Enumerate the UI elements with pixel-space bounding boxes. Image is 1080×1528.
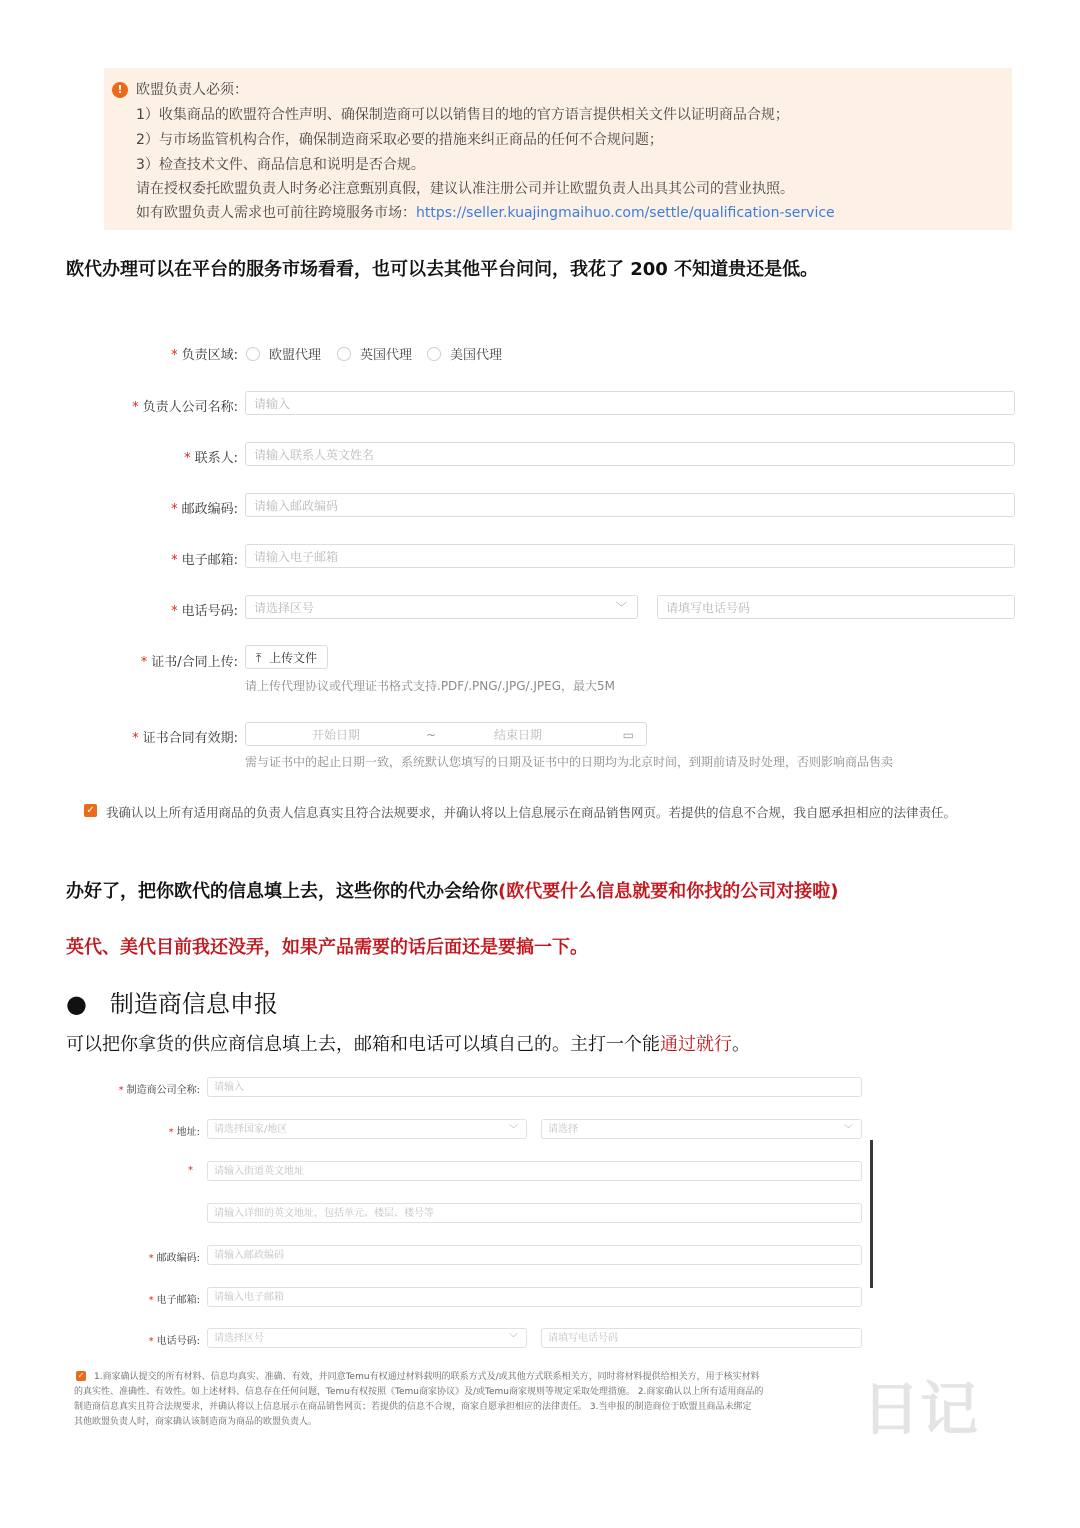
notice-line: 1）收集商品的欧盟符合性声明、确保制造商可以以销售目的地的官方语言提供相关文件以证明商品合规； (136, 107, 789, 123)
notice-link-prefix: 如有欧盟负责人需求也可前往跨境服务市场： (136, 205, 416, 221)
paragraph-fill-info: 办好了，把你欧代的信息填上去，这些你的代办会给你(欧代要什么信息就要和你找的公司对接啦) (66, 881, 839, 902)
mfr-note-line: 制造商信息真实且符合法规要求，并确认将以上信息展示在商品销售网页；若提供的信息不合规，商家自愿承担相应的法律责任。 3.当申报的制造商位于欧盟且商品未绑定 (74, 1402, 752, 1412)
calendar-icon: ▭ (622, 728, 634, 742)
mfr-street-required: * (188, 1165, 193, 1176)
start-date-placeholder[interactable]: 开始日期 (312, 728, 361, 742)
mfr-phone-label: * 电话号码: (148, 1336, 200, 1347)
email-input[interactable]: 请输入电子邮箱 (245, 544, 1015, 568)
mfr-postal-label: * 邮政编码: (148, 1253, 200, 1264)
paragraph-manufacturer-tip: 可以把你拿货的供应商信息填上去，邮箱和电话可以填自己的。主打一个能通过就行。 (66, 1034, 750, 1055)
mfr-note-line: 1.商家确认提交的所有材料、信息均真实、准确、有效，并同意Temu有权通过材料载明的联系方式及/或其他方式联系相关方，同时将材料提供给相关方，用于核实材料 (94, 1372, 760, 1382)
notice-line: 2）与市场监管机构合作，确保制造商采取必要的措施来纠正商品的任何不合规问题； (136, 132, 663, 148)
mfr-address-label: * 地址: (168, 1127, 200, 1138)
upload-icon: ⤒ (256, 651, 262, 665)
bullet-icon: ● (66, 990, 87, 1018)
chevron-down-icon: ﹀ (508, 1334, 518, 1344)
upload-hint: 请上传代理协议或代理证书格式支持.PDF/.PNG/.JPG/.JPEG，最大5M (245, 679, 615, 693)
mfr-detail-address-input[interactable]: 请输入详细的英文地址，包括单元、楼层、楼号等 (207, 1203, 862, 1223)
upload-label: * 证书/合同上传: (140, 655, 238, 670)
chevron-down-icon: ﹀ (616, 601, 627, 614)
date-range-picker[interactable] (245, 722, 647, 746)
radio-us-agent[interactable]: 美国代理 (427, 344, 502, 363)
chevron-down-icon: ﹀ (843, 1125, 853, 1135)
notice-line: 请在授权委托欧盟负责人时务必注意甄别真假，建议认准注册公司并让欧盟负责人出具其公司的营业执照。 (136, 181, 794, 197)
section-heading: ● 制造商信息申报 (66, 990, 278, 1018)
mfr-company-label: * 制造商公司全称: (118, 1085, 200, 1096)
paragraph-eu-agent-tip: 欧代办理可以在平台的服务市场看看，也可以去其他平台问问，我花了 200 不知道贵还是低。 (66, 259, 819, 280)
eu-notice-box (104, 68, 1012, 230)
notice-line: 欧盟负责人必须： (136, 82, 248, 98)
radio-circle[interactable] (246, 347, 260, 361)
radio-circle[interactable] (337, 347, 351, 361)
service-market-link[interactable]: https://seller.kuajingmaihuo.com/settle/qualification-service (416, 205, 835, 221)
contact-input[interactable]: 请输入联系人英文姓名 (245, 442, 1015, 466)
company-input[interactable]: 请输入 (245, 391, 1015, 415)
contact-label: * 联系人: (184, 451, 238, 466)
email-label: * 电子邮箱: (171, 553, 238, 568)
paragraph-uk-us-agent: 英代、美代目前我还没弄，如果产品需要的话后面还是要搞一下。 (66, 937, 588, 958)
radio-eu-agent[interactable]: 欧盟代理 (246, 344, 321, 363)
upload-file-button[interactable]: ⤒ 上传文件 (245, 645, 328, 669)
postal-input[interactable]: 请输入邮政编码 (245, 493, 1015, 517)
chevron-down-icon: ﹀ (508, 1125, 518, 1135)
warning-icon: ! (112, 82, 128, 98)
phone-area-select[interactable]: 请选择区号 ﹀ (245, 595, 638, 619)
postal-label: * 邮政编码: (171, 502, 238, 517)
radio-uk-agent[interactable]: 英国代理 (337, 344, 412, 363)
validity-hint: 需与证书中的起止日期一致，系统默认您填写的日期及证书中的日期均为北京时间，到期前请及时处理，否则影响商品售卖 (245, 755, 894, 769)
phone-input[interactable]: 请填写电话号码 (657, 595, 1015, 619)
mfr-phone-area-select[interactable]: 请选择区号 ﹀ (207, 1328, 527, 1348)
notice-line (136, 203, 835, 223)
mfr-street-input[interactable]: 请输入街道英文地址 (207, 1161, 862, 1181)
company-label: * 负责人公司名称: (132, 400, 238, 415)
mfr-note-line: 的真实性、准确性、有效性。如上述材料、信息存在任何问题，Temu有权按照《Temu商家协议》及/或Temu商家规则等规定采取处理措施。 2.商家确认以上所有适用商品的 (74, 1387, 764, 1397)
mfr-company-input[interactable]: 请输入 (207, 1077, 862, 1097)
confirm-checkbox[interactable]: ✓ (84, 804, 97, 817)
mfr-email-label: * 电子邮箱: (148, 1295, 200, 1306)
watermark-text: 日记 (862, 1375, 979, 1443)
radio-circle[interactable] (427, 347, 441, 361)
range-separator: ~ (426, 728, 437, 742)
end-date-placeholder[interactable]: 结束日期 (494, 728, 543, 742)
mfr-email-input[interactable]: 请输入电子邮箱 (207, 1287, 862, 1307)
mfr-country-select[interactable]: 请选择国家/地区 ﹀ (207, 1119, 527, 1139)
confirm-text: 我确认以上所有适用商品的负责人信息真实且符合法规要求，并确认将以上信息展示在商品销售网页。若提供的信息不合规，我自愿承担相应的法律责任。 (106, 805, 957, 820)
mfr-confirm-checkbox[interactable]: ✓ (77, 1371, 85, 1380)
mfr-region-select[interactable]: 请选择 ﹀ (541, 1119, 862, 1139)
phone-label: * 电话号码: (171, 604, 238, 619)
region-label: * 负责区域: (171, 348, 238, 363)
mfr-postal-input[interactable]: 请输入邮政编码 (207, 1245, 862, 1265)
mfr-note-line: 其他欧盟负责人时，商家确认该制造商为商品的欧盟负责人。 (74, 1417, 318, 1427)
notice-line: 3）检查技术文件、商品信息和说明是否合规。 (136, 157, 425, 173)
validity-label: * 证书合同有效期: (132, 731, 238, 746)
mfr-phone-input[interactable]: 请填写电话号码 (541, 1328, 862, 1348)
scrollbar[interactable] (870, 1140, 873, 1288)
